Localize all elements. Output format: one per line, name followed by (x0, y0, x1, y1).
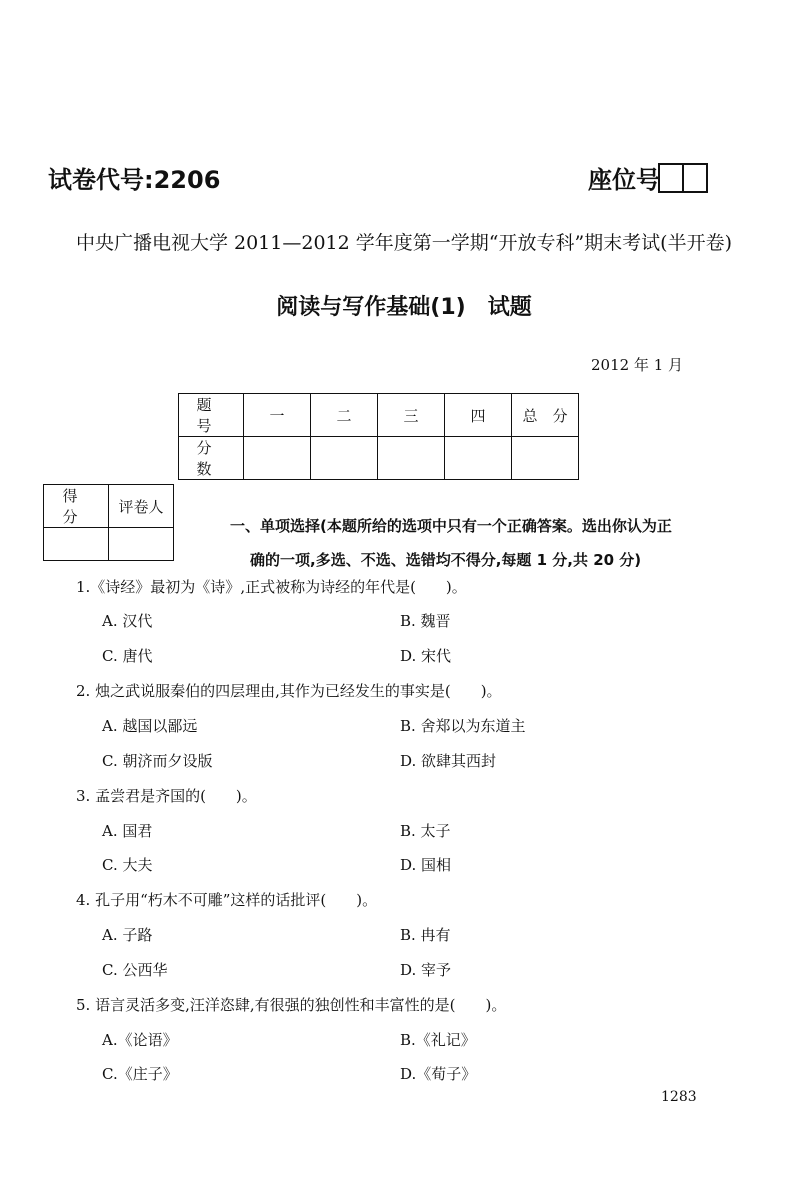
section-heading-line: 一、单项选择(本题所给的选项中只有一个正确答案。选出你认为正 (230, 517, 672, 535)
option: C. 大夫 (102, 856, 153, 874)
option: B. 魏晋 (400, 612, 451, 630)
score-table-cell: 总 分 (512, 394, 579, 437)
score-table (178, 393, 579, 480)
score-table-cell: 二 (311, 394, 378, 437)
score-entry-cell (512, 437, 579, 480)
option: A.《论语》 (102, 1031, 178, 1049)
section-heading (230, 509, 720, 577)
option: A. 越国以鄙远 (102, 717, 198, 735)
grader-name-cell (109, 528, 174, 561)
grader-name-label: 评卷人 (109, 485, 174, 528)
option: A. 国君 (102, 822, 153, 840)
score-table-cell: 三 (378, 394, 445, 437)
option: C. 朝济而夕设版 (102, 752, 213, 770)
option: C. 唐代 (102, 647, 153, 665)
page-number: 1283 (661, 1089, 697, 1105)
question-stem: 2. 烛之武说服秦伯的四层理由,其作为已经发生的事实是( )。 (76, 682, 502, 700)
option: A. 子路 (102, 926, 153, 944)
seat-box-2 (682, 163, 708, 193)
score-table-header-row (179, 394, 579, 437)
score-entry-cell (445, 437, 512, 480)
score-table-score-row (179, 437, 579, 480)
exam-date: 2012 年 1 月 (591, 356, 684, 374)
score-table-cell: 四 (445, 394, 512, 437)
grader-score-cell (44, 528, 109, 561)
option: A. 汉代 (102, 612, 153, 630)
option: D. 国相 (400, 856, 452, 874)
option: D. 欲肆其西封 (400, 752, 497, 770)
paper-code: 试卷代号:2206 (48, 166, 221, 194)
score-table-cell: 题 号 (179, 394, 244, 437)
score-entry-cell (311, 437, 378, 480)
section-heading-line: 确的一项,多选、不选、选错均不得分,每题 1 分,共 20 分) (250, 551, 642, 569)
option: D. 宋代 (400, 647, 452, 665)
exam-title: 中央广播电视大学 2011—2012 学年度第一学期“开放专科”期末考试(半开卷) (75, 232, 733, 254)
seat-box-1 (658, 163, 684, 193)
question-stem: 1.《诗经》最初为《诗》,正式被称为诗经的年代是( )。 (76, 578, 467, 596)
option: B. 舍郑以为东道主 (400, 717, 526, 735)
option: D.《荀子》 (400, 1065, 477, 1083)
question-stem: 3. 孟尝君是齐国的( )。 (76, 787, 257, 805)
option: B. 冉有 (400, 926, 451, 944)
option: B. 太子 (400, 822, 451, 840)
option: C. 公西华 (102, 961, 168, 979)
question-stem: 4. 孔子用“朽木不可雕”这样的话批评( )。 (76, 891, 378, 909)
seat-number-field (588, 160, 708, 195)
option: D. 宰予 (400, 961, 452, 979)
grader-score-label: 得 分 (44, 485, 109, 528)
score-entry-cell (378, 437, 445, 480)
seat-label: 座位号 (588, 166, 660, 194)
question-stem: 5. 语言灵活多变,汪洋恣肆,有很强的独创性和丰富性的是( )。 (76, 996, 507, 1014)
option: C.《庄子》 (102, 1065, 178, 1083)
grader-table (43, 484, 174, 561)
score-table-cell: 分 数 (179, 437, 244, 480)
score-table-cell: 一 (244, 394, 311, 437)
option: B.《礼记》 (400, 1031, 476, 1049)
subject-title: 阅读与写作基础(1) 试题 (276, 295, 532, 320)
